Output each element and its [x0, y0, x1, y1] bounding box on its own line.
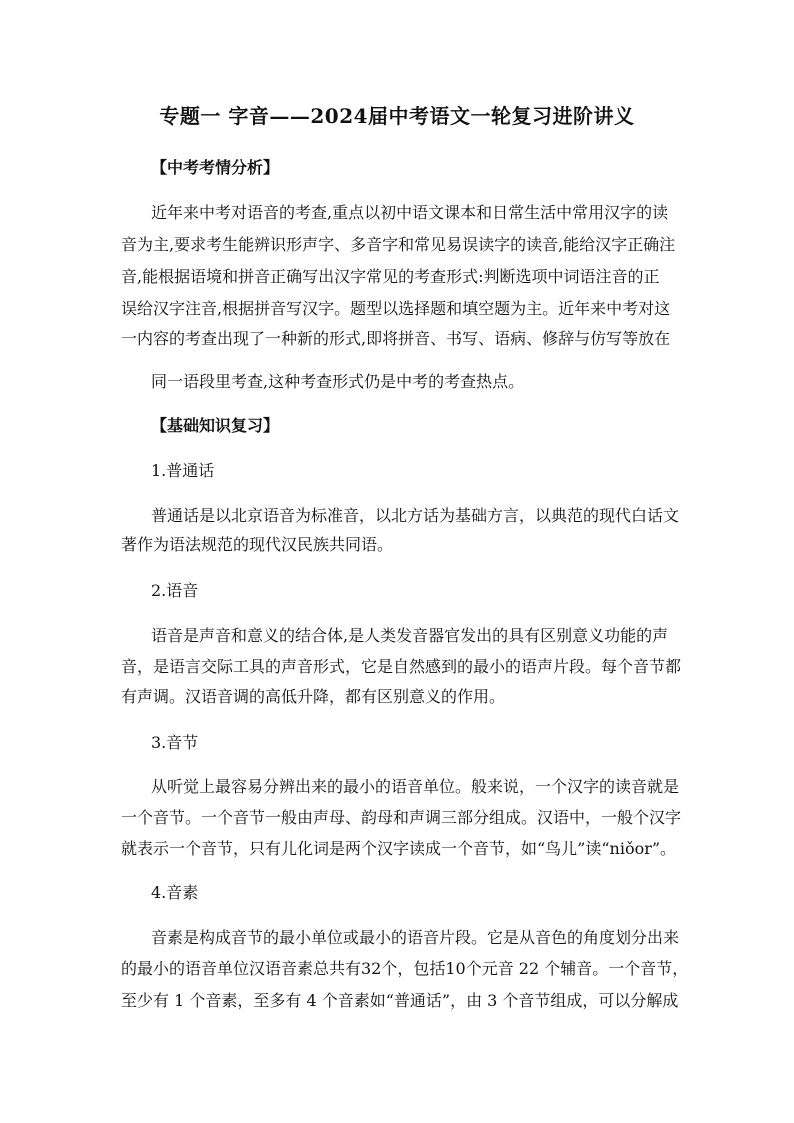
item-heading-yinsu: 4.音素 — [151, 883, 199, 902]
paragraph-line: 音,能根据语境和拼音正确写出汉字常见的考查形式:判断选项中词语注音的正 — [121, 267, 660, 286]
paragraph-line: 至少有 1 个音素，至多有 4 个音素如“普通话”，由 3 个音节组成，可以分解成 — [121, 991, 679, 1010]
paragraph-line: 普通话是以北京语音为标准音，以北方话为基础方言，以典范的现代白话文 — [151, 506, 680, 525]
item-heading-yuyin: 2.语音 — [151, 581, 199, 600]
paragraph-line: 的最小的语音单位汉语音素总共有32个，包括10个元音 22 个辅音。一个音节， — [121, 959, 689, 978]
item-heading-yinjie: 3.音节 — [151, 733, 199, 752]
section-heading-exam-analysis: 【中考考情分析】 — [151, 158, 280, 177]
paragraph-line: 音为主,要求考生能辨识形声字、多音字和常见易误读字的读音,能给汉字正确注 — [121, 235, 676, 254]
paragraph-line: 就表示一个音节，只有儿化词是两个汉字读成一个音节，如“鸟儿”读“niǒor”。 — [121, 839, 677, 858]
paragraph-line: 误给汉字注音,根据拼音写汉字。题型以选择题和填空题为主。近年来中考对这 — [121, 299, 671, 318]
paragraph-line: 有声调。汉语音调的高低升降，都有区别意义的作用。 — [121, 687, 506, 706]
paragraph-line: 语音是声音和意义的结合体,是人类发音器官发出的具有区别意义功能的声 — [151, 626, 669, 645]
paragraph-line: 著作为语法规范的现代汉民族共同语。 — [121, 535, 394, 554]
paragraph-line: 从听觉上最容易分辨出来的最小的语音单位。般来说，一个汉字的读音就是 — [151, 777, 680, 796]
paragraph-line: 近年来中考对语音的考查,重点以初中语文课本和日常生活中常用汉字的读 — [151, 203, 669, 222]
paragraph-line: 同一语段里考查,这种考查形式仍是中考的考查热点。 — [151, 372, 525, 391]
paragraph-line: 一内容的考查出现了一种新的形式,即将拼音、书写、语病、修辞与仿写等放在 — [121, 329, 671, 348]
item-heading-putonghua: 1.普通话 — [151, 461, 215, 480]
paragraph-line: 音素是构成音节的最小单位或最小的语音片段。它是从音色的角度划分出来 — [151, 928, 680, 947]
document-title: 专题一 字音——2024届中考语文一轮复习进阶讲义 — [159, 104, 635, 128]
section-heading-basic-review: 【基础知识复习】 — [151, 416, 280, 435]
paragraph-line: 一个音节。一个音节一般由声母、韵母和声调三部分组成。汉语中，一般个汉字 — [121, 808, 682, 827]
paragraph-line: 音，是语言交际工具的声音形式，它是自然感到的最小的语声片段。每个音节都 — [121, 657, 682, 676]
